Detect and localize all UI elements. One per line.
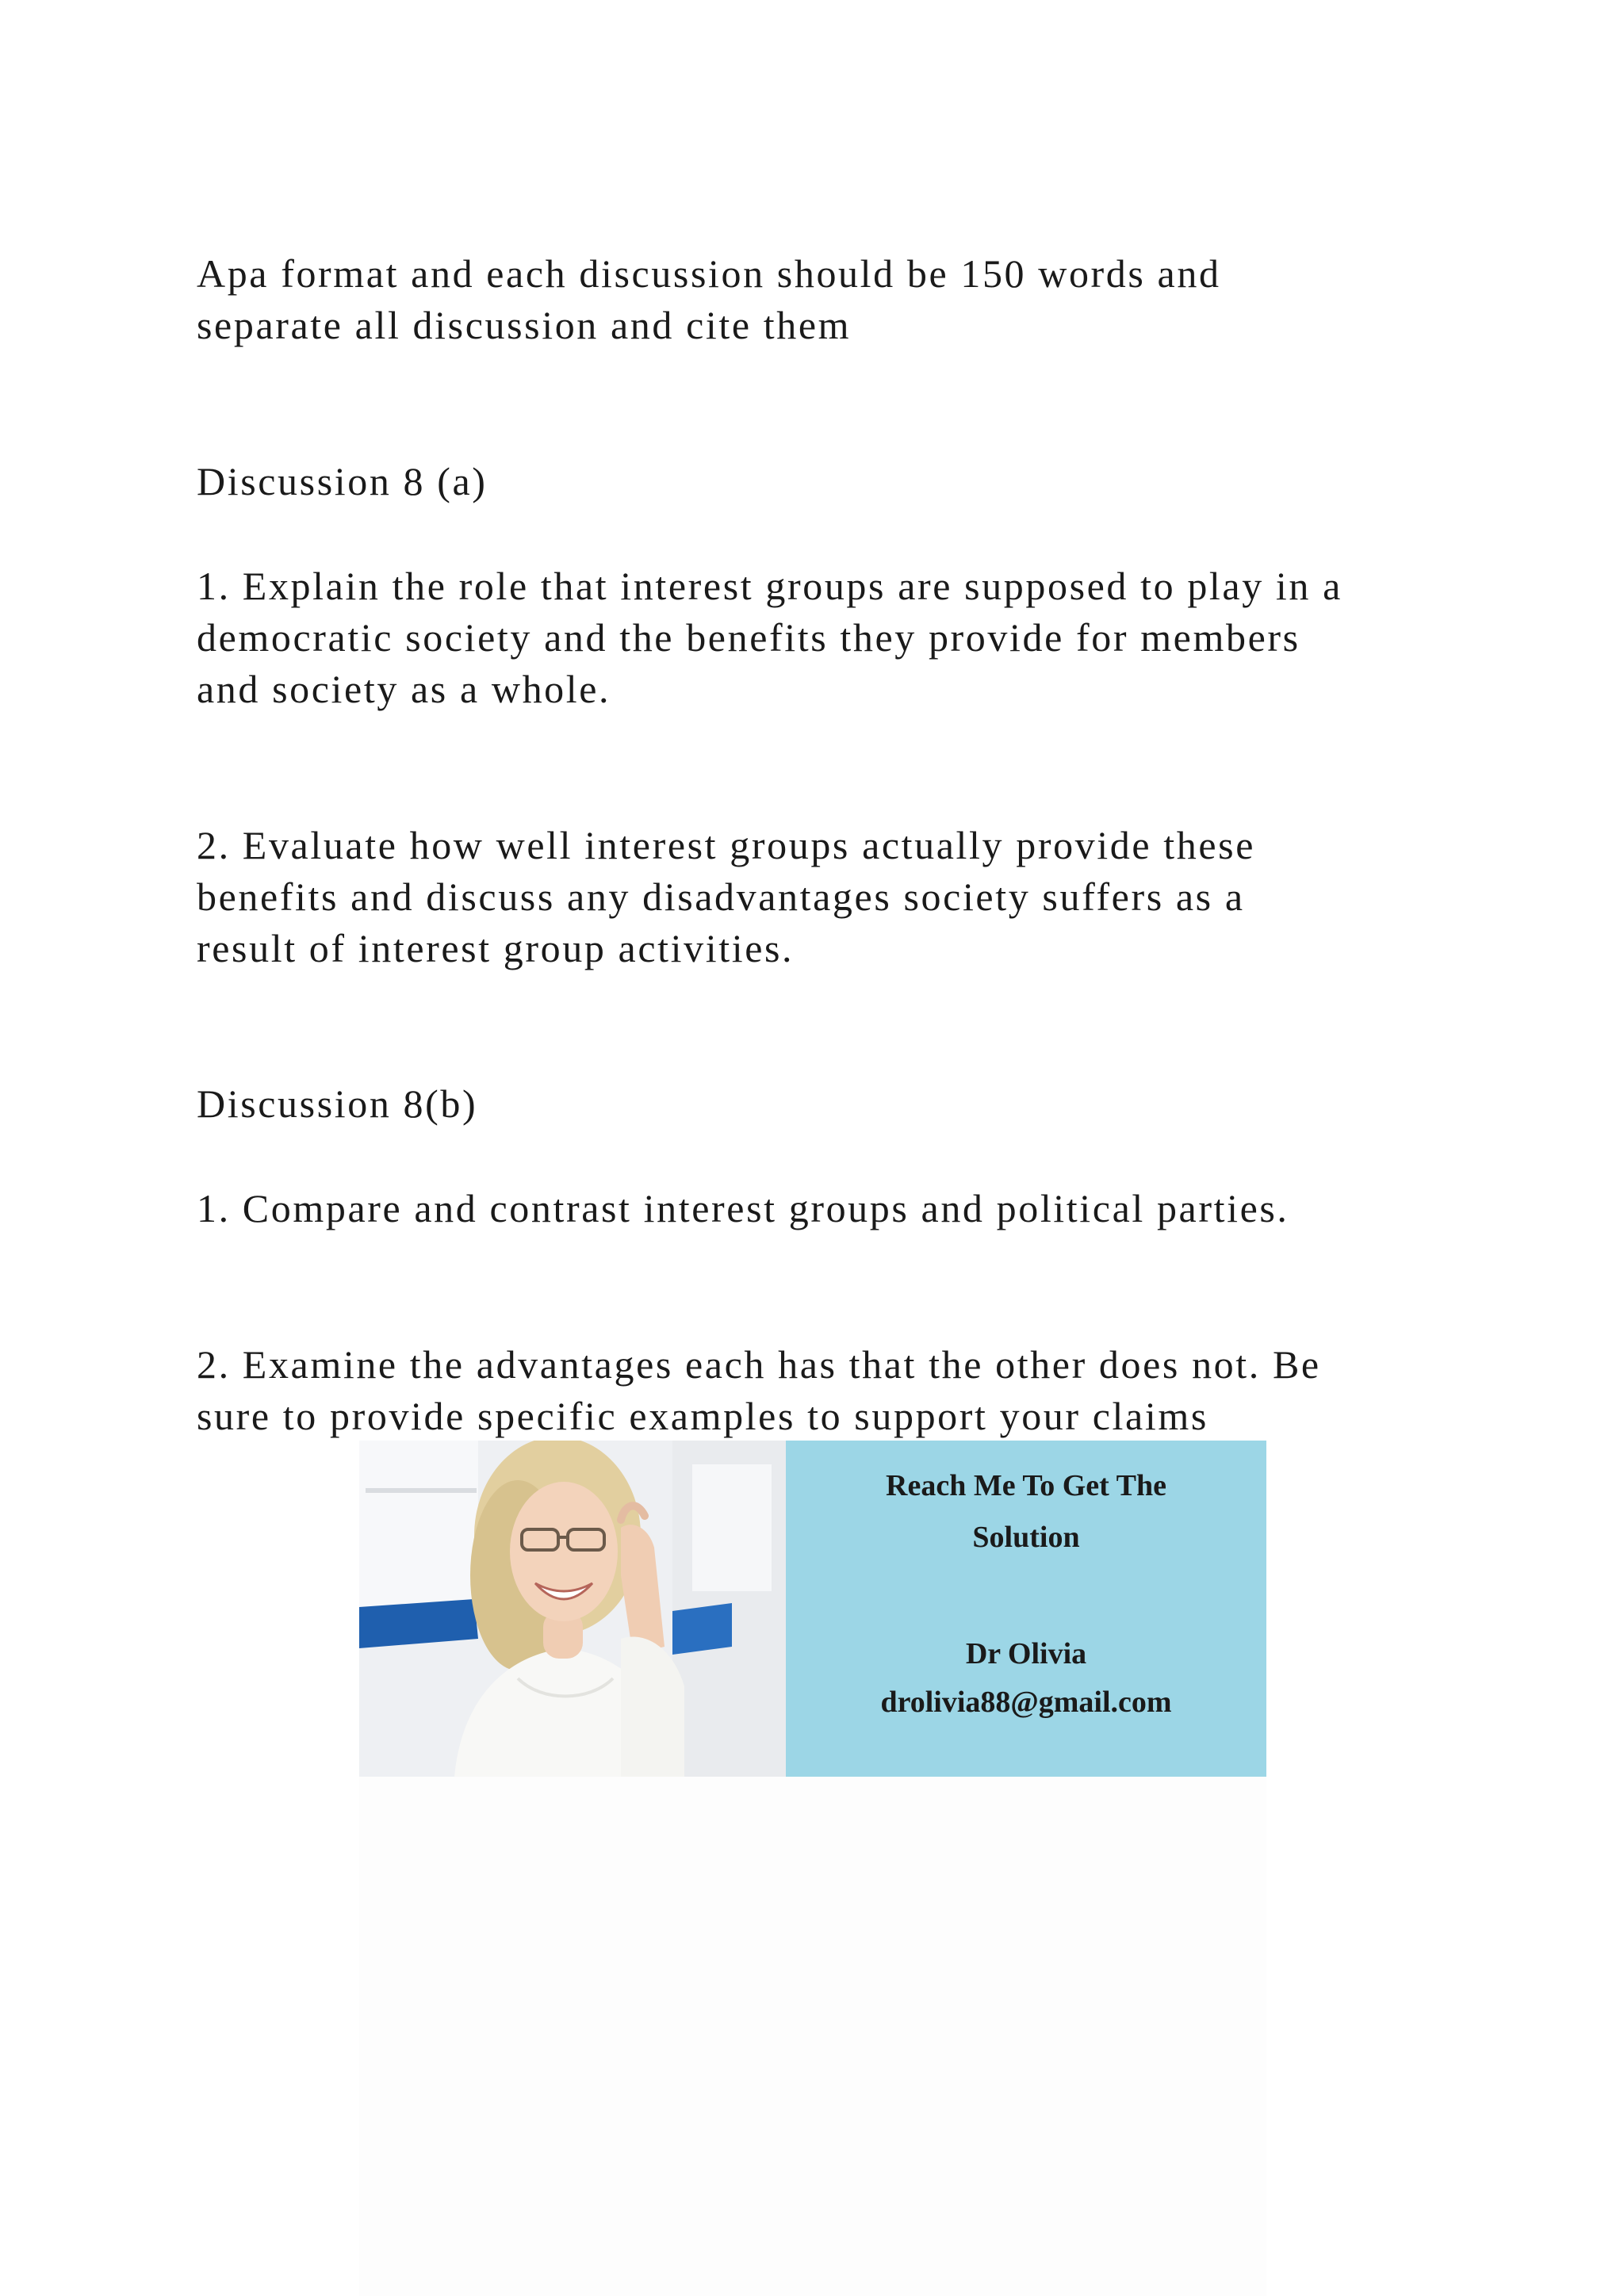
discussion-b-q2-line-2: sure to provide specific examples to support your claims bbox=[197, 1394, 1208, 1438]
contact-card bbox=[786, 1441, 1266, 1777]
banner-bottom-area bbox=[359, 1777, 1266, 2296]
discussion-b-q2-line-1: 2. Examine the advantages each has that the other does not. Be bbox=[197, 1342, 1321, 1387]
contact-banner bbox=[359, 1441, 1266, 1777]
discussion-a-heading: Discussion 8 (a) bbox=[197, 459, 488, 503]
smiling-woman-photo bbox=[359, 1441, 786, 1777]
card-line-2: Solution bbox=[972, 1521, 1080, 1554]
intro-line-2: separate all discussion and cite them bbox=[197, 303, 852, 347]
intro-line-1: Apa format and each discussion should be 150 words and bbox=[197, 251, 1221, 296]
discussion-b-heading: Discussion 8(b) bbox=[197, 1081, 478, 1126]
discussion-a-q2-line-2: benefits and discuss any disadvantages society suffers as a bbox=[197, 874, 1245, 919]
discussion-a-q1-line-1: 1. Explain the role that interest groups are supposed to play in a bbox=[197, 564, 1342, 608]
discussion-a-q1-line-3: and society as a whole. bbox=[197, 667, 611, 711]
card-name: Dr Olivia bbox=[965, 1637, 1087, 1670]
card-line-1: Reach Me To Get The bbox=[886, 1469, 1166, 1502]
discussion-a-q2-line-1: 2. Evaluate how well interest groups actually provide these bbox=[197, 823, 1255, 867]
discussion-a-q2-line-3: result of interest group activities. bbox=[197, 926, 795, 970]
discussion-b-q1-line-1: 1. Compare and contrast interest groups and political parties. bbox=[197, 1186, 1289, 1230]
card-email: drolivia88@gmail.com bbox=[880, 1686, 1172, 1719]
discussion-a-q1-line-2: democratic society and the benefits they provide for members bbox=[197, 615, 1300, 660]
